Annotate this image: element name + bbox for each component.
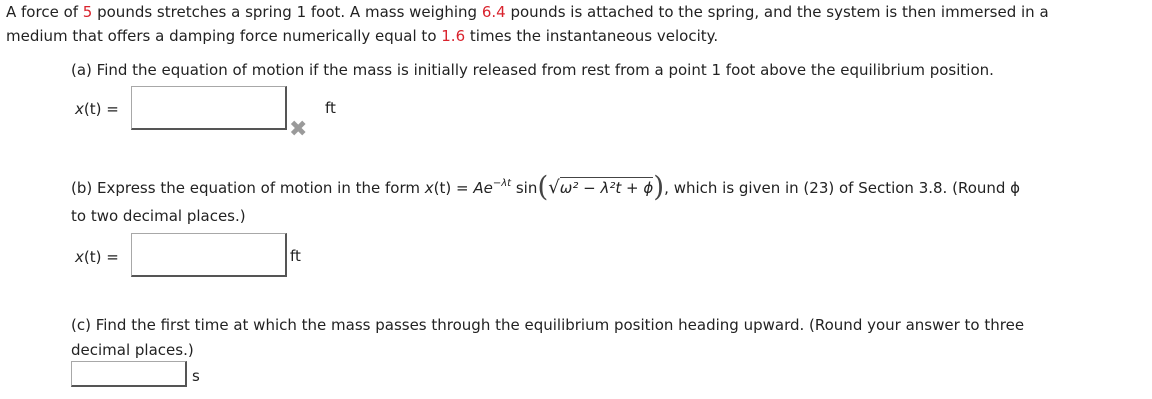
- form-A: Ae: [473, 179, 493, 197]
- problem-line-2: [6, 27, 718, 45]
- form-t: (t) =: [433, 179, 474, 197]
- part-b-line-1: (b) Express the equation of motion in the form $x(t) = Ae^{-\lambda t}$ sin(√ω² − λ²t + ϕ), which is given in (23) of Section 3.8. (Round ϕ: [71, 170, 1021, 203]
- sqrt-sign: √: [548, 177, 560, 198]
- problem-line-1: [6, 3, 1049, 21]
- part-b-line-2: to two decimal places.): [71, 207, 246, 225]
- problem-text: pounds stretches a spring 1 foot. A mass weighing: [92, 3, 482, 21]
- left-paren: (: [537, 170, 549, 203]
- part-a-question: (a) Find the equation of motion if the mass is initially released from rest from a point 1 foot above the equilibrium position.: [71, 61, 994, 79]
- part-a-answer-input[interactable]: [131, 86, 287, 130]
- part-c-answer-input[interactable]: [71, 361, 187, 387]
- problem-text: A force of: [6, 3, 83, 21]
- problem-text: pounds is attached to the spring, and the system is then immersed in a: [505, 3, 1049, 21]
- part-a-unit: ft: [325, 99, 336, 117]
- force-value: 5: [82, 3, 93, 21]
- problem-text: medium that offers a damping force numerically equal to: [6, 27, 442, 45]
- part-c-line-2: decimal places.): [71, 341, 194, 359]
- right-paren: ): [653, 170, 665, 203]
- x-mark-icon: ✖: [289, 117, 308, 142]
- damping-value: 1.6: [441, 27, 466, 45]
- problem-text: times the instantaneous velocity.: [465, 27, 719, 45]
- form-exponent: −λt: [492, 178, 512, 189]
- weight-value: 6.4: [481, 3, 506, 21]
- part-c-unit: s: [192, 367, 200, 385]
- part-c-line-1: (c) Find the first time at which the mass passes through the equilibrium position heading upward. (Round your answer to three: [71, 316, 1025, 334]
- part-a-label: x(t) =: [75, 100, 119, 118]
- form-inner: ω² − λ²t + ϕ: [559, 179, 654, 197]
- part-b-unit: ft: [290, 247, 301, 265]
- part-b-label: x(t) =: [75, 248, 119, 266]
- form-x: x: [424, 179, 434, 197]
- part-b-answer-input[interactable]: [131, 233, 287, 277]
- form-sin: sin: [511, 179, 538, 197]
